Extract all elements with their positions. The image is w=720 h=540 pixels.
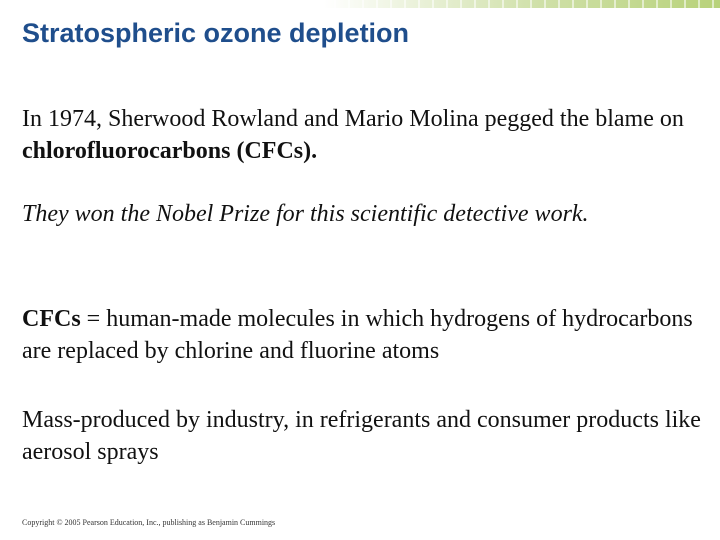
cfc-term-bold: chlorofluorocarbons (CFCs). xyxy=(22,138,318,164)
definition-text: = human-made molecules in which hydrogens of hydrocarbons are replaced by chlorine and fluorine atoms xyxy=(22,306,693,364)
paragraph-mass-produced: Mass-produced by industry, in refrigerants and consumer products like aerosol sprays xyxy=(22,407,701,465)
paragraph-nobel-prize: They won the Nobel Prize for this scientific detective work. xyxy=(22,201,589,227)
paragraph-text: In 1974, Sherwood Rowland and Mario Molina pegged the blame on xyxy=(22,106,684,132)
cfcs-label-bold: CFCs xyxy=(22,306,81,332)
slide-title: Stratospheric ozone depletion xyxy=(22,18,410,48)
decorative-top-bar xyxy=(0,0,720,8)
paragraph-rowland-molina xyxy=(22,103,712,167)
copyright-notice: Copyright © 2005 Pearson Education, Inc., publishing as Benjamin Cummings xyxy=(22,518,276,527)
paragraph-cfc-definition xyxy=(22,303,712,367)
